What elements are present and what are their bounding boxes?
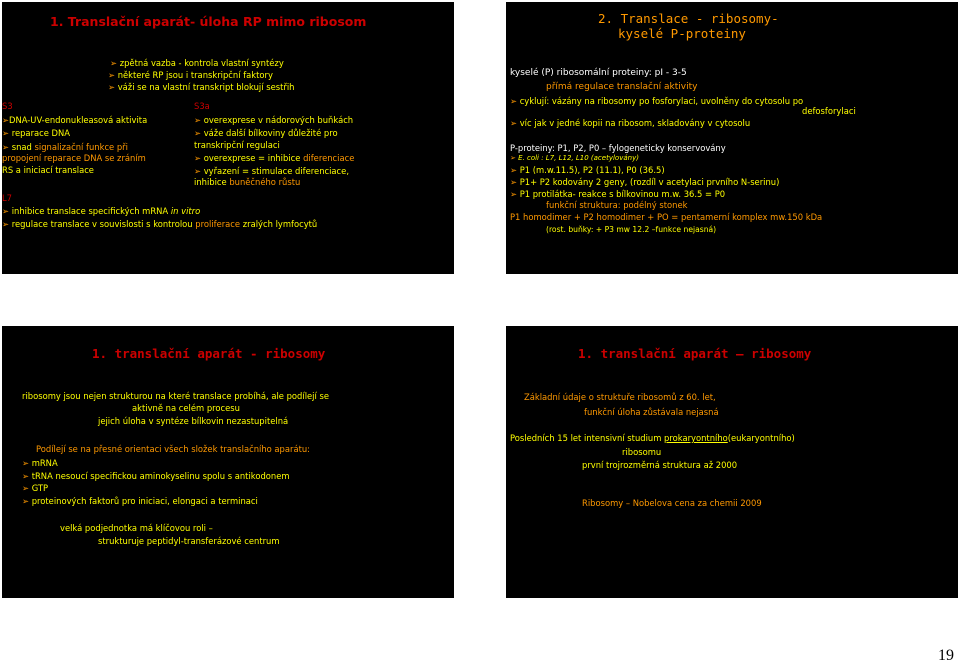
slide-4 xyxy=(506,326,958,598)
slide-3-item-3: ➢ GTP xyxy=(22,483,49,493)
slide-3-line-b: strukturuje peptidyl-transferázové centrum xyxy=(98,536,280,546)
slide-3 xyxy=(2,326,454,598)
slide-3-para-2: Podílejí se na přesné orientaci všech složek translačního aparátu: xyxy=(36,444,310,454)
slide-3-title: 1. translační aparát - ribosomy xyxy=(92,346,326,361)
s3a-label: S3a xyxy=(194,101,210,111)
s3a-item-4: ➢ vyřazení = stimulace diferenciace, xyxy=(194,166,349,176)
s3-label: S3 xyxy=(2,101,13,111)
slide-2 xyxy=(506,2,958,274)
slide-3-item-2: ➢ tRNA nesoucí specifickou aminokyselinu spolu s antikodonem xyxy=(22,471,290,481)
s3a-item-3: ➢ overexprese = inhibice diferenciace xyxy=(194,153,355,163)
slide-2-item-5: ➢ P1+ P2 kodovány 2 geny, (rozdíl v acetylaci prvního N-serinu) xyxy=(510,177,780,187)
slide-2-line-4: funkční struktura: podélný stonek xyxy=(546,200,688,210)
slide-2-line-2: přímá regulace translační aktivity xyxy=(546,82,698,92)
slide-3-item-4: ➢ proteinových faktorů pro iniciaci, elongaci a terminaci xyxy=(22,496,258,506)
slide-1-top-item-2: ➢ některé RP jsou i transkripční faktory xyxy=(108,70,273,80)
slide-4-line-5: první trojrozměrná struktura až 2000 xyxy=(582,460,738,470)
slide-2-item-3: ➢ E. coli : L7, L12, L10 (acetylovány) xyxy=(510,154,639,162)
s3-line-4: propojení reparace DNA se zráním xyxy=(2,153,146,163)
slide-2-title-line-1: 2. Translace - ribosomy- xyxy=(598,11,779,26)
slide-4-title: 1. translační aparát – ribosomy xyxy=(578,346,812,361)
slide-1-title: 1. Translační aparát- úloha RP mimo ribosom xyxy=(50,14,367,29)
slide-2-item-2: ➢ víc jak v jedné kopii na ribosom, skladovány v cytosolu xyxy=(510,118,751,128)
s3a-item-4-cont: inhibice buněčného růstu xyxy=(194,177,301,187)
slide-3-para-1-line-2: aktivně na celém procesu xyxy=(132,403,240,413)
l7-item-2: ➢ regulace translace v souvislosti s kontrolou proliferace zralých lymfocytů xyxy=(2,219,318,229)
slide-1-top-item-3: ➢ váži se na vlastní transkript blokují sestřih xyxy=(108,82,295,92)
slide-3-para-1-line-3: jejich úloha v syntéze bílkovin nezastupitelná xyxy=(98,416,289,426)
slide-2-title-line-2: kyselé P-proteiny xyxy=(618,26,746,41)
slide-2-item-6: ➢ P1 protilátka- reakce s bílkovinou m.w. 36.5 = P0 xyxy=(510,189,726,199)
s3-item-3: ➢ snad signalizační funkce při xyxy=(2,142,128,152)
slide-3-item-1: ➢ mRNA xyxy=(22,458,58,468)
slide-1 xyxy=(2,2,454,274)
l7-item-1: ➢ inhibice translace specifických mRNA in vitro xyxy=(2,206,201,216)
s3a-item-2: ➢ váže další bílkoviny důležité pro xyxy=(194,128,338,138)
s3-line-5: RS a iniciací translace xyxy=(2,165,94,175)
slide-4-line-1: Základní údaje o struktuře ribosomů z 60. let, xyxy=(524,392,716,402)
slide-2-line-6: (rost. buňky: + P3 mw 12.2 –funkce nejasná) xyxy=(546,225,717,234)
slide-2-item-1: ➢ cyklují: vázány na ribosomy po fosforylaci, uvolněny do cytosolu po xyxy=(510,96,804,106)
slide-3-line-a: velká podjednotka má klíčovou roli – xyxy=(60,523,213,533)
slide-2-item-4: ➢ P1 (m.w.11.5), P2 (11.1), P0 (36.5) xyxy=(510,165,665,175)
s3-item-2: ➢ reparace DNA xyxy=(2,128,71,138)
s3a-item-2-cont: transkripční regulaci xyxy=(194,140,280,150)
s3-item-1: ➢DNA-UV-endonukleasová aktivita xyxy=(2,115,148,125)
page-number: 19 xyxy=(938,647,954,664)
slide-2-line-3: P-proteiny: P1, P2, P0 – fylogeneticky konservovány xyxy=(510,143,726,153)
slide-4-line-3: Posledních 15 let intensivní studium prokaryontního(eukaryontního) xyxy=(510,433,795,443)
slide-2-line-1: kyselé (P) ribosomální proteiny: pI - 3-5 xyxy=(510,68,687,78)
slide-4-line-6: Ribosomy – Nobelova cena za chemii 2009 xyxy=(582,498,762,508)
slide-4-line-4: ribosomu xyxy=(622,447,662,457)
s3a-item-1: ➢ overexprese v nádorových buňkách xyxy=(194,115,354,125)
slide-2-line-5: P1 homodimer + P2 homodimer + PO = pentamerní komplex mw.150 kDa xyxy=(510,212,823,222)
slide-3-para-1-line-1: ribosomy jsou nejen strukturou na které translace probíhá, ale podílejí se xyxy=(22,391,330,401)
slide-4-line-2: funkční úloha zůstávala nejasná xyxy=(584,407,719,417)
l7-label: L7 xyxy=(2,193,12,203)
slide-2-item-1-cont: defosforylaci xyxy=(802,106,856,116)
slide-1-top-item-1: ➢ zpětná vazba - kontrola vlastní syntézy xyxy=(110,58,284,68)
